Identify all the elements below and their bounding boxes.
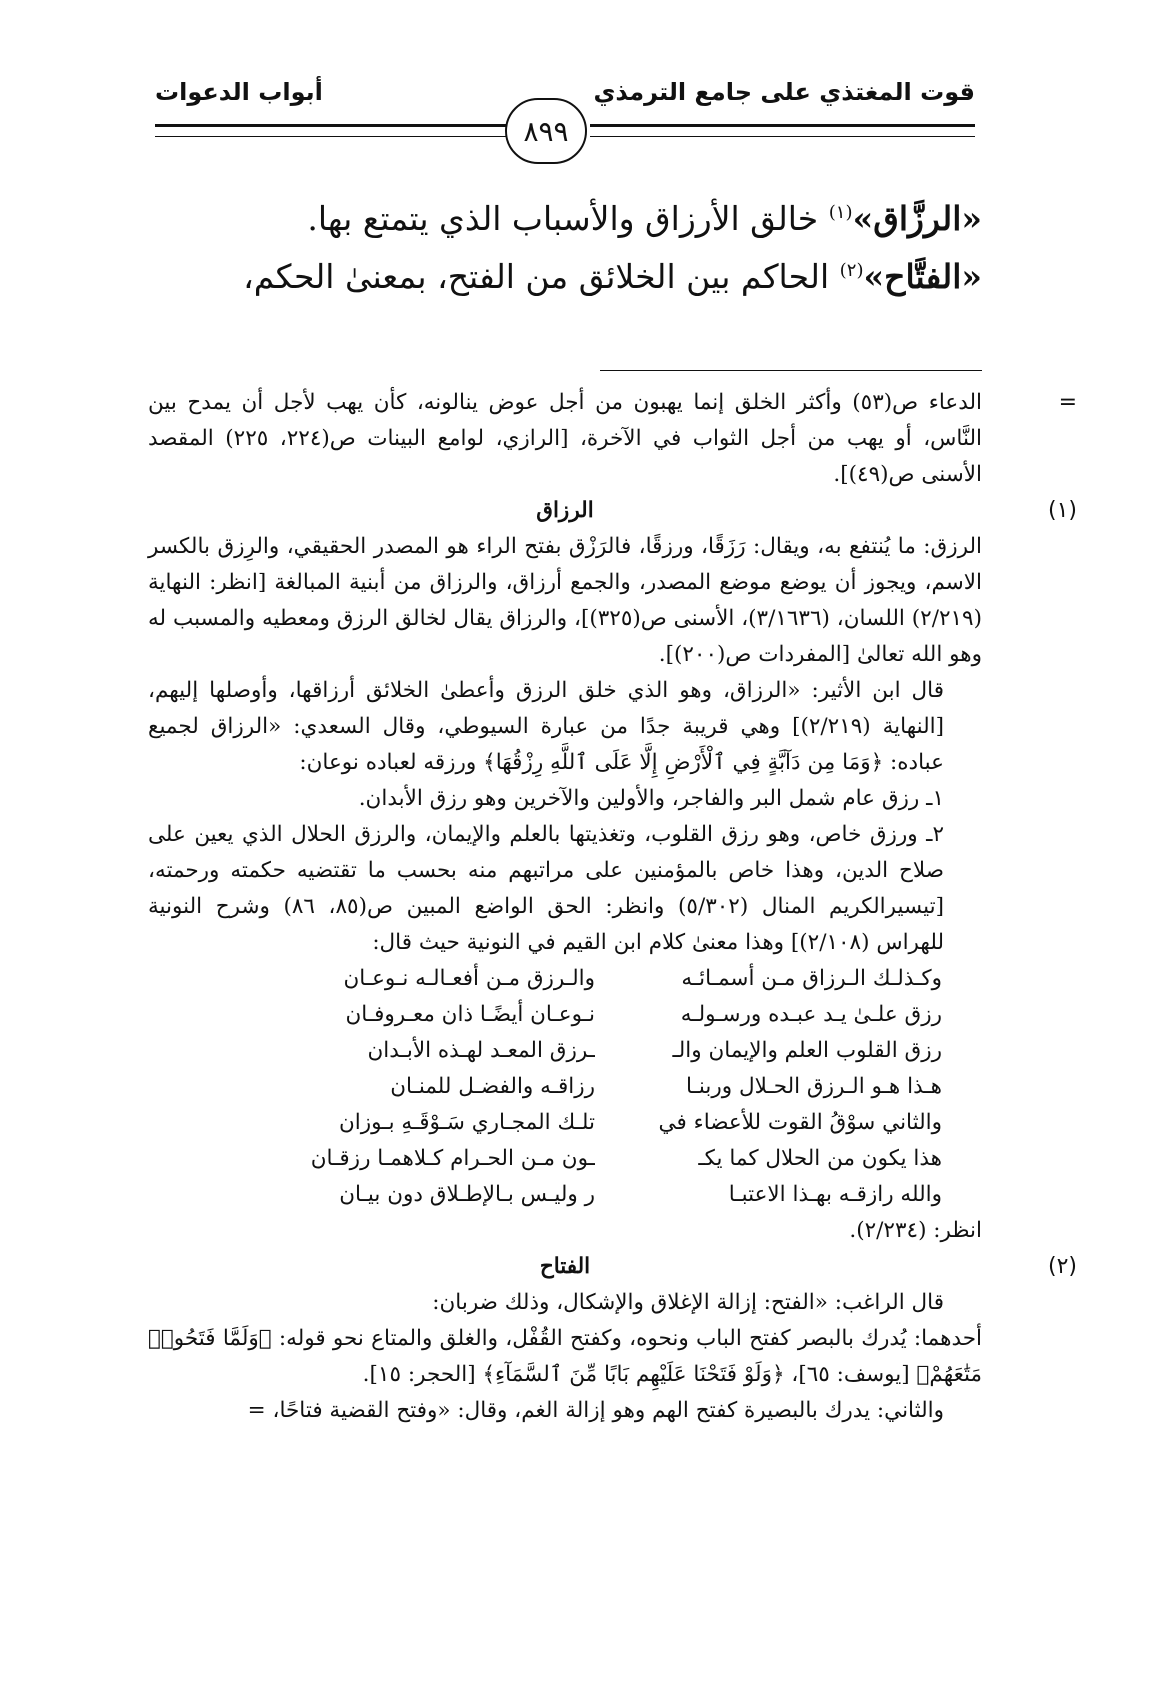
- footnote-2-para-1: قال الراغب: «الفتح: إزالة الإغلاق والإشكال، وذلك ضربان:: [432, 1290, 944, 1315]
- poem-verse-right: والله رازقـه بهـذا الاعتبـا: [728, 1182, 942, 1207]
- footnotes: [148, 385, 1077, 1429]
- main-line-2-text: الحاكم بين الخلائق من الفتح، بمعنىٰ الحكم،: [243, 257, 840, 296]
- footnote-1-marker: (١): [1047, 498, 1077, 523]
- footnote-1-para-4: ٢ـ ورزق خاص، وهو رزق القلوب، وتغذيتها بالعلم والإيمان، والرزق الحلال الذي يعين على صلاح الدين، وهذا خاص بالمؤمنين على مراتبهم منه بحسب ما تقتضيه حكمته ورحمته، [تيسيرالكريم المنال (٥/٣٠٢) وانظر: الحق الواضع المبين ص(٨٥، ٨٦) وشرح النونية للهراس (٢/١٠٨)] وهذا معنىٰ كلام ابن القيم في النونية حيث قال:: [148, 822, 944, 955]
- footnote-continuation: [148, 385, 1077, 493]
- poem-verse-left: ـرزق المعـد لهـذه الأبـدان: [367, 1038, 595, 1063]
- main-line-2: [148, 248, 982, 306]
- footnote-2-para-2: أحدهما: يُدرك بالبصر كفتح الباب ونحوه، وكفتح القُفْل، والغلق والمتاع نحو قوله: ﴿وَلَمَّا فَتَحُوا۟ مَتَٰعَهُمْ﴾ [يوسف: ٦٥]، ﴿وَلَوْ فَتَحْنَا عَلَيْهِم بَابًا مِّنَ ٱلسَّمَآءِ﴾ [الحجر: ١٥].: [148, 1326, 982, 1387]
- poem-verse-left: تلـك المجـاري سَـوْقَـهِ بـوزان: [339, 1110, 595, 1135]
- header-rule-left: [155, 124, 525, 137]
- poem-verse-left: نـوعـان أيضًـا ذان معـروفـان: [345, 1002, 595, 1027]
- footnote-1-para-3: ١ـ رزق عام شمل البر والفاجر، والأولين والآخرين وهو رزق الأبدان.: [358, 786, 944, 811]
- chapter-title: أبواب الدعوات: [155, 78, 323, 106]
- poem-verse-right: رزق القلوب العلم والإيمان والـ: [672, 1038, 942, 1063]
- main-text: [148, 190, 982, 306]
- poem-verse-right: هذا يكون من الحلال كما يكـ: [698, 1146, 942, 1171]
- footnote-1-heading: الرزاق: [536, 498, 594, 523]
- poem-verse-right: رزق علـىٰ يـد عبـده ورسـولـه: [680, 1002, 942, 1027]
- footnote-1-para-2: قال ابن الأثير: «الرزاق، وهو الذي خلق الرزق وأعطىٰ الخلائق أرزاقها، وأوصلها إليهم، [النهاية (٢/٢١٩)] وهي قريبة جدًا من عبارة السيوطي، وقال السعدي: «الرزاق لجميع عباده: ﴿وَمَا مِن دَآبَّةٍ فِي ٱلْأَرْضِ إِلَّا عَلَى ٱللَّهِ رِزْقُهَا﴾ ورزقه لعباده نوعان:: [148, 678, 945, 775]
- footnote-1-source: انظر: (٢/٢٣٤).: [849, 1218, 982, 1243]
- book-title: قوت المغتذي على جامع الترمذي: [593, 78, 975, 106]
- poem-verse-left: والـرزق مـن أفعـالـه نـوعـان: [343, 966, 595, 991]
- poem-verse-left: ـون مـن الحـرام كـلاهمـا رزقـان: [310, 1146, 595, 1171]
- term-razzaq: «الرزَّاق»: [852, 199, 982, 238]
- header-rule-right: [590, 124, 975, 137]
- footnote-2-heading: الفتاح: [539, 1254, 591, 1279]
- footnote-2-marker: (٢): [1047, 1254, 1077, 1279]
- continuation-text: الدعاء ص(٥٣) وأكثر الخلق إنما يهبون من أجل عوض ينالونه، كأن يهب لأجل أن يمدح بين النَّاس، أو يهب من أجل الثواب في الآخرة، [الرازي، لوامع البينات ص(٢٢٤، ٢٢٥) المقصد الأسنى ص(٤٩)].: [148, 390, 983, 487]
- continuation-marker: =: [1058, 390, 1077, 415]
- poem-verse-right: والثاني سوْقُ القوت للأعضاء في: [658, 1110, 942, 1135]
- poem-verse-left: رزاقـه والفضـل للمنـان: [390, 1074, 595, 1099]
- footnote-1-para-1: الرزق: ما يُنتفع به، ويقال: رَزَقًا، ورزقًا، فالرَزْق بفتح الراء هو المصدر الحقيقي، والرِزق بالكسر الاسم، ويجوز أن يوضع موضع المصدر، والجمع أرزاق، والرزاق من أبنية المبالغة [انظر: النهاية (٢/٢١٩) اللسان، (٣/١٦٣٦)، الأسنى ص(٣٢٥)]، والرزاق يقال لخالق الرزق ومعطيه والمسبب له وهو الله تعالىٰ [المفردات ص(٢٠٠)].: [148, 534, 982, 667]
- footnote-2: [148, 1249, 1077, 1285]
- poem-verse-left: ر وليـس بـالإطـلاق دون بيـان: [339, 1182, 595, 1207]
- footnote-ref-1[interactable]: (١): [828, 202, 853, 223]
- main-line-1: [148, 190, 982, 248]
- poem-verse-right: هـذا هـو الـرزق الحـلال وربنـا: [686, 1074, 942, 1099]
- page-number: ٨٩٩: [505, 98, 587, 164]
- footnote-2-para-3: والثاني: يدرك بالبصيرة كفتح الهم وهو إزالة الغم، وقال: «وفتح القضية فتاحًا، =: [247, 1398, 944, 1423]
- footnote-separator: [600, 370, 982, 371]
- footnote-ref-2[interactable]: (٢): [839, 260, 864, 281]
- footnote-1: [148, 493, 1077, 529]
- poem: [148, 961, 982, 1213]
- main-line-1-text: خالق الأرزاق والأسباب الذي يتمتع بها.: [307, 199, 829, 238]
- poem-verse-right: وكـذلـك الـرزاق مـن أسمـائـه: [681, 966, 942, 991]
- term-fattah: «الفتَّاح»: [863, 257, 982, 296]
